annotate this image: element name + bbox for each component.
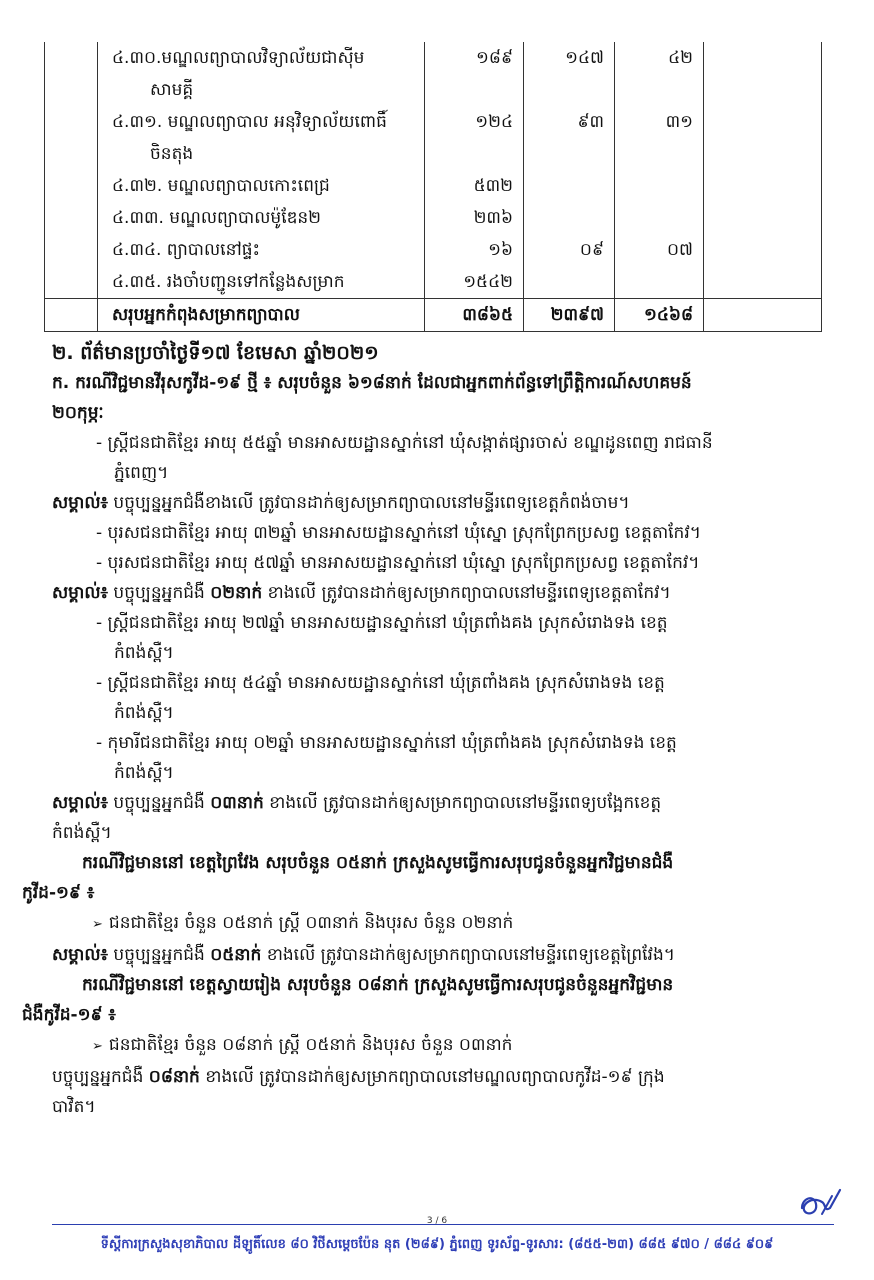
female-cell: ១៤៦៨	[615, 299, 704, 332]
case-a-line1: ក. ករណីវិជ្ជមានវីរុសកូវីដ-១៩ ថ្មី ៖ សរុបចំនួន ៦១៨នាក់ ដែលជាអ្នកពាក់ព័ន្ធទៅព្រឹត្តិការណ៍សហគមន៍	[52, 373, 692, 393]
note-text-cont: បាវិត។	[52, 1097, 96, 1117]
facility-name: ៤.៣៥. រងចាំបញ្ជូនទៅកន្លែងសម្រាក	[112, 272, 345, 292]
total-cell: ១៥៤២	[425, 266, 524, 299]
note-count: ០៨នាក់	[148, 1067, 200, 1087]
list-item: - បុរសជនជាតិខ្មែរ អាយុ ៣២ឆ្នាំ មានអាសយដ្ឋានស្នាក់នៅ ឃុំស្នោ ស្រុកព្រែកប្រសព្វ ខេត្តតាកែវ។	[96, 523, 701, 543]
list-item: - បុរសជនជាតិខ្មែរ អាយុ ៥៧ឆ្នាំ មានអាសយដ្ឋានស្នាក់នៅ ឃុំស្នោ ស្រុកព្រែកប្រសព្វ ខេត្តតាកែវ។	[96, 553, 700, 573]
index-cell	[45, 42, 98, 106]
facility-name: ៤.៣២. មណ្ឌលព្យាបាលកោះពេជ្រ	[112, 176, 330, 196]
female-cell	[615, 170, 704, 202]
index-cell	[45, 106, 98, 170]
heading-line2: ជំងឺកូវីដ-១៩ ៖	[22, 1005, 116, 1025]
table-row	[45, 42, 822, 106]
male-cell: ៩៣	[524, 106, 615, 170]
page-number: 3 / 6	[426, 1216, 448, 1226]
note-label: សម្គាល់៖	[52, 793, 109, 813]
table-row	[45, 234, 822, 266]
index-cell	[45, 170, 98, 202]
case-a-line2: ២០កុម្ភៈ	[52, 403, 104, 423]
bullet-text: - ស្ត្រីជនជាតិខ្មែរ អាយុ ២៧ឆ្នាំ មានអាសយដ្ឋានស្នាក់នៅ ឃុំត្រពាំងគង ស្រុកសំរោងទង ខេត្ត	[96, 613, 668, 633]
note-label: សម្គាល់៖	[52, 583, 109, 603]
facility-name: ៤.៣១. មណ្ឌលព្យាបាល អនុវិទ្យាល័យពោធិ៍	[112, 112, 387, 132]
svay-rieng-heading	[22, 970, 834, 1030]
note-text: បច្ចុប្បន្នអ្នកជំងឺ	[108, 945, 211, 965]
arrow-bullet-icon: ➢	[92, 1039, 103, 1054]
note-label: សម្គាល់៖	[52, 493, 109, 513]
facility-name-cont: ចិនតុង	[150, 144, 194, 164]
heading-line1: ករណីវិជ្ជមាននៅ ខេត្តព្រៃវែង សរុបចំនួន ០៥នាក់ ក្រសួងសូមធ្វើការសរុបជូនចំនួនអ្នកវិជ្ជមានជំងឺ	[82, 853, 674, 873]
total-cell: ១២៤	[425, 106, 524, 170]
list-item	[96, 728, 834, 788]
empty-cell	[704, 42, 822, 106]
heading-line2: កូវីដ-១៩ ៖	[22, 883, 95, 903]
note-text: បច្ចុប្បន្នអ្នកជំងឺខាងលើ ត្រូវបានដាក់ឲ្យសម្រាកព្យាបាលនៅមន្ទីរពេទ្យខេត្តកំពង់ចាម។	[108, 493, 630, 513]
list-item	[96, 668, 834, 728]
arrow-text: ជនជាតិខ្មែរ ចំនួន ០៥នាក់ ស្ត្រី ០៣នាក់ និងបុរស ចំនួន ០២នាក់	[108, 913, 514, 933]
document-body	[22, 338, 834, 1122]
index-cell	[45, 266, 98, 299]
empty-cell	[704, 266, 822, 299]
note-text: ខាងលើ ត្រូវបានដាក់ឲ្យសម្រាកព្យាបាលនៅមន្ទីរពេទ្យខេត្តព្រៃវែង។	[261, 945, 675, 965]
facility-cell	[98, 202, 425, 234]
bullet-text: - ស្ត្រីជនជាតិខ្មែរ អាយុ ៥៥ឆ្នាំ មានអាសយដ្ឋានស្នាក់នៅ ឃុំសង្កាត់ផ្សារចាស់ ខណ្ឌដូនពេញ រាជធានី	[96, 433, 713, 453]
footer-divider	[52, 1224, 834, 1225]
total-cell: ៣៨៦៥	[425, 299, 524, 332]
note-text: បច្ចុប្បន្នអ្នកជំងឺ	[108, 583, 211, 603]
facility-cell	[98, 170, 425, 202]
facility-name: ៤.៣៤. ព្យាបាលនៅផ្ទះ	[112, 240, 261, 260]
note-count: ០៣នាក់	[210, 793, 264, 813]
bullet-text-cont: កំពង់ស្ពឺ។	[114, 643, 174, 663]
female-cell: ៣១	[615, 106, 704, 170]
bullet-text: - ស្ត្រីជនជាតិខ្មែរ អាយុ ៥៤ឆ្នាំ មានអាសយដ្ឋានស្នាក់នៅ ឃុំត្រពាំងគង ស្រុកសំរោងទង ខេត្ត	[96, 673, 665, 693]
table-row	[45, 202, 822, 234]
male-cell	[524, 266, 615, 299]
arrow-text: ជនជាតិខ្មែរ ចំនួន ០៨នាក់ ស្ត្រី ០៥នាក់ និងបុរស ចំនួន ០៣នាក់	[108, 1035, 513, 1055]
facility-cell	[98, 266, 425, 299]
facility-name: ៤.៣៣. មណ្ឌលព្យាបាលម៉ូឌែន២	[112, 208, 322, 228]
table-row	[45, 170, 822, 202]
male-cell	[524, 202, 615, 234]
facility-cell	[98, 106, 425, 170]
facility-cell	[98, 42, 425, 106]
list-item	[96, 428, 834, 488]
note	[52, 1062, 834, 1122]
male-cell	[524, 170, 615, 202]
note	[52, 788, 834, 848]
facility-name: ៤.៣០.មណ្ឌលព្យាបាលវិទ្យាល័យជាស៊ីម	[112, 48, 365, 68]
arrow-bullet-icon: ➢	[92, 917, 103, 932]
bullet-text-cont: ភ្នំពេញ។	[114, 463, 169, 483]
note	[52, 578, 834, 608]
signature-icon	[796, 1184, 844, 1220]
table-row	[45, 266, 822, 299]
list-item	[92, 1030, 834, 1062]
note-text: បច្ចុប្បន្នអ្នកជំងឺ	[108, 793, 211, 813]
empty-cell	[704, 170, 822, 202]
note-text: ខាងលើ ត្រូវបានដាក់ឲ្យសម្រាកព្យាបាលនៅមណ្ឌលព្យាបាលកូវីដ-១៩ ក្រុង	[199, 1067, 665, 1087]
empty-cell	[704, 106, 822, 170]
list-item	[92, 908, 834, 940]
total-cell: ១៨៩	[425, 42, 524, 106]
empty-cell	[704, 202, 822, 234]
facility-cell	[98, 234, 425, 266]
index-cell	[45, 234, 98, 266]
section-title: ២. ព័ត៌មានប្រចាំថ្ងៃទី១៧ ខែមេសា ឆ្នាំ២០២១	[52, 342, 379, 364]
total-row	[45, 299, 822, 332]
note	[52, 488, 834, 518]
list-item	[96, 608, 834, 668]
note-count: ០៥នាក់	[210, 945, 262, 965]
patients-table	[44, 42, 822, 332]
bullet-text-cont: កំពង់ស្ពឺ។	[114, 703, 174, 723]
note-text: ខាងលើ ត្រូវបានដាក់ឲ្យសម្រាកព្យាបាលនៅមន្ទីរពេទ្យខេត្តតាកែវ។	[262, 583, 671, 603]
case-a-heading	[52, 368, 834, 428]
bullet-text: - កុមារីជនជាតិខ្មែរ អាយុ ០២ឆ្នាំ មានអាសយដ្ឋានស្នាក់នៅ ឃុំត្រពាំងគង ស្រុកសំរោងទង ខេត្ត	[96, 733, 677, 753]
note	[52, 940, 834, 970]
note-text: បច្ចុប្បន្នអ្នកជំងឺ	[52, 1067, 149, 1087]
female-cell	[615, 266, 704, 299]
heading-line1: ករណីវិជ្ជមាននៅ ខេត្តស្វាយរៀង សរុបចំនួន ០៨នាក់ ក្រសួងសូមធ្វើការសរុបជូនចំនួនអ្នកវិជ្ជមាន	[82, 975, 674, 995]
female-cell	[615, 202, 704, 234]
empty-cell	[704, 234, 822, 266]
footer-address: ទីស្តីការក្រសួងសុខាភិបាល ដីឡូតិ៍លេខ ៨០ វិថីសម្តេចប៉ែន នុត (២៨៩) ភ្នំពេញ ទូរស័ព្ទ-ទូរសារ: (៨៥៥-២៣) ៨៨៥ ៩៧០ / ៨៨៤ ៩០៩	[100, 1237, 774, 1252]
index-cell	[45, 202, 98, 234]
table-row	[45, 106, 822, 170]
total-cell: ៥៣២	[425, 170, 524, 202]
total-cell: ១៦	[425, 234, 524, 266]
note-label: សម្គាល់៖	[52, 945, 109, 965]
facility-name-cont: សាមគ្គី	[150, 80, 194, 100]
note-text-cont: កំពង់ស្ពឺ។	[52, 823, 112, 843]
note-text: ខាងលើ ត្រូវបានដាក់ឲ្យសម្រាកព្យាបាលនៅមន្ទីរពេទ្យបង្អែកខេត្ត	[263, 793, 662, 813]
male-cell: ០៩	[524, 234, 615, 266]
female-cell: ៤២	[615, 42, 704, 106]
female-cell: ០៧	[615, 234, 704, 266]
prey-veng-heading	[22, 848, 834, 908]
male-cell: ២៣៩៧	[524, 299, 615, 332]
male-cell: ១៤៧	[524, 42, 615, 106]
total-cell: ២៣៦	[425, 202, 524, 234]
index-cell	[45, 299, 98, 332]
note-count: ០២នាក់	[210, 583, 263, 603]
total-label: សរុបអ្នកកំពុងសម្រាកព្យាបាល	[98, 299, 425, 332]
bullet-text-cont: កំពង់ស្ពឺ។	[114, 763, 174, 783]
empty-cell	[704, 299, 822, 332]
